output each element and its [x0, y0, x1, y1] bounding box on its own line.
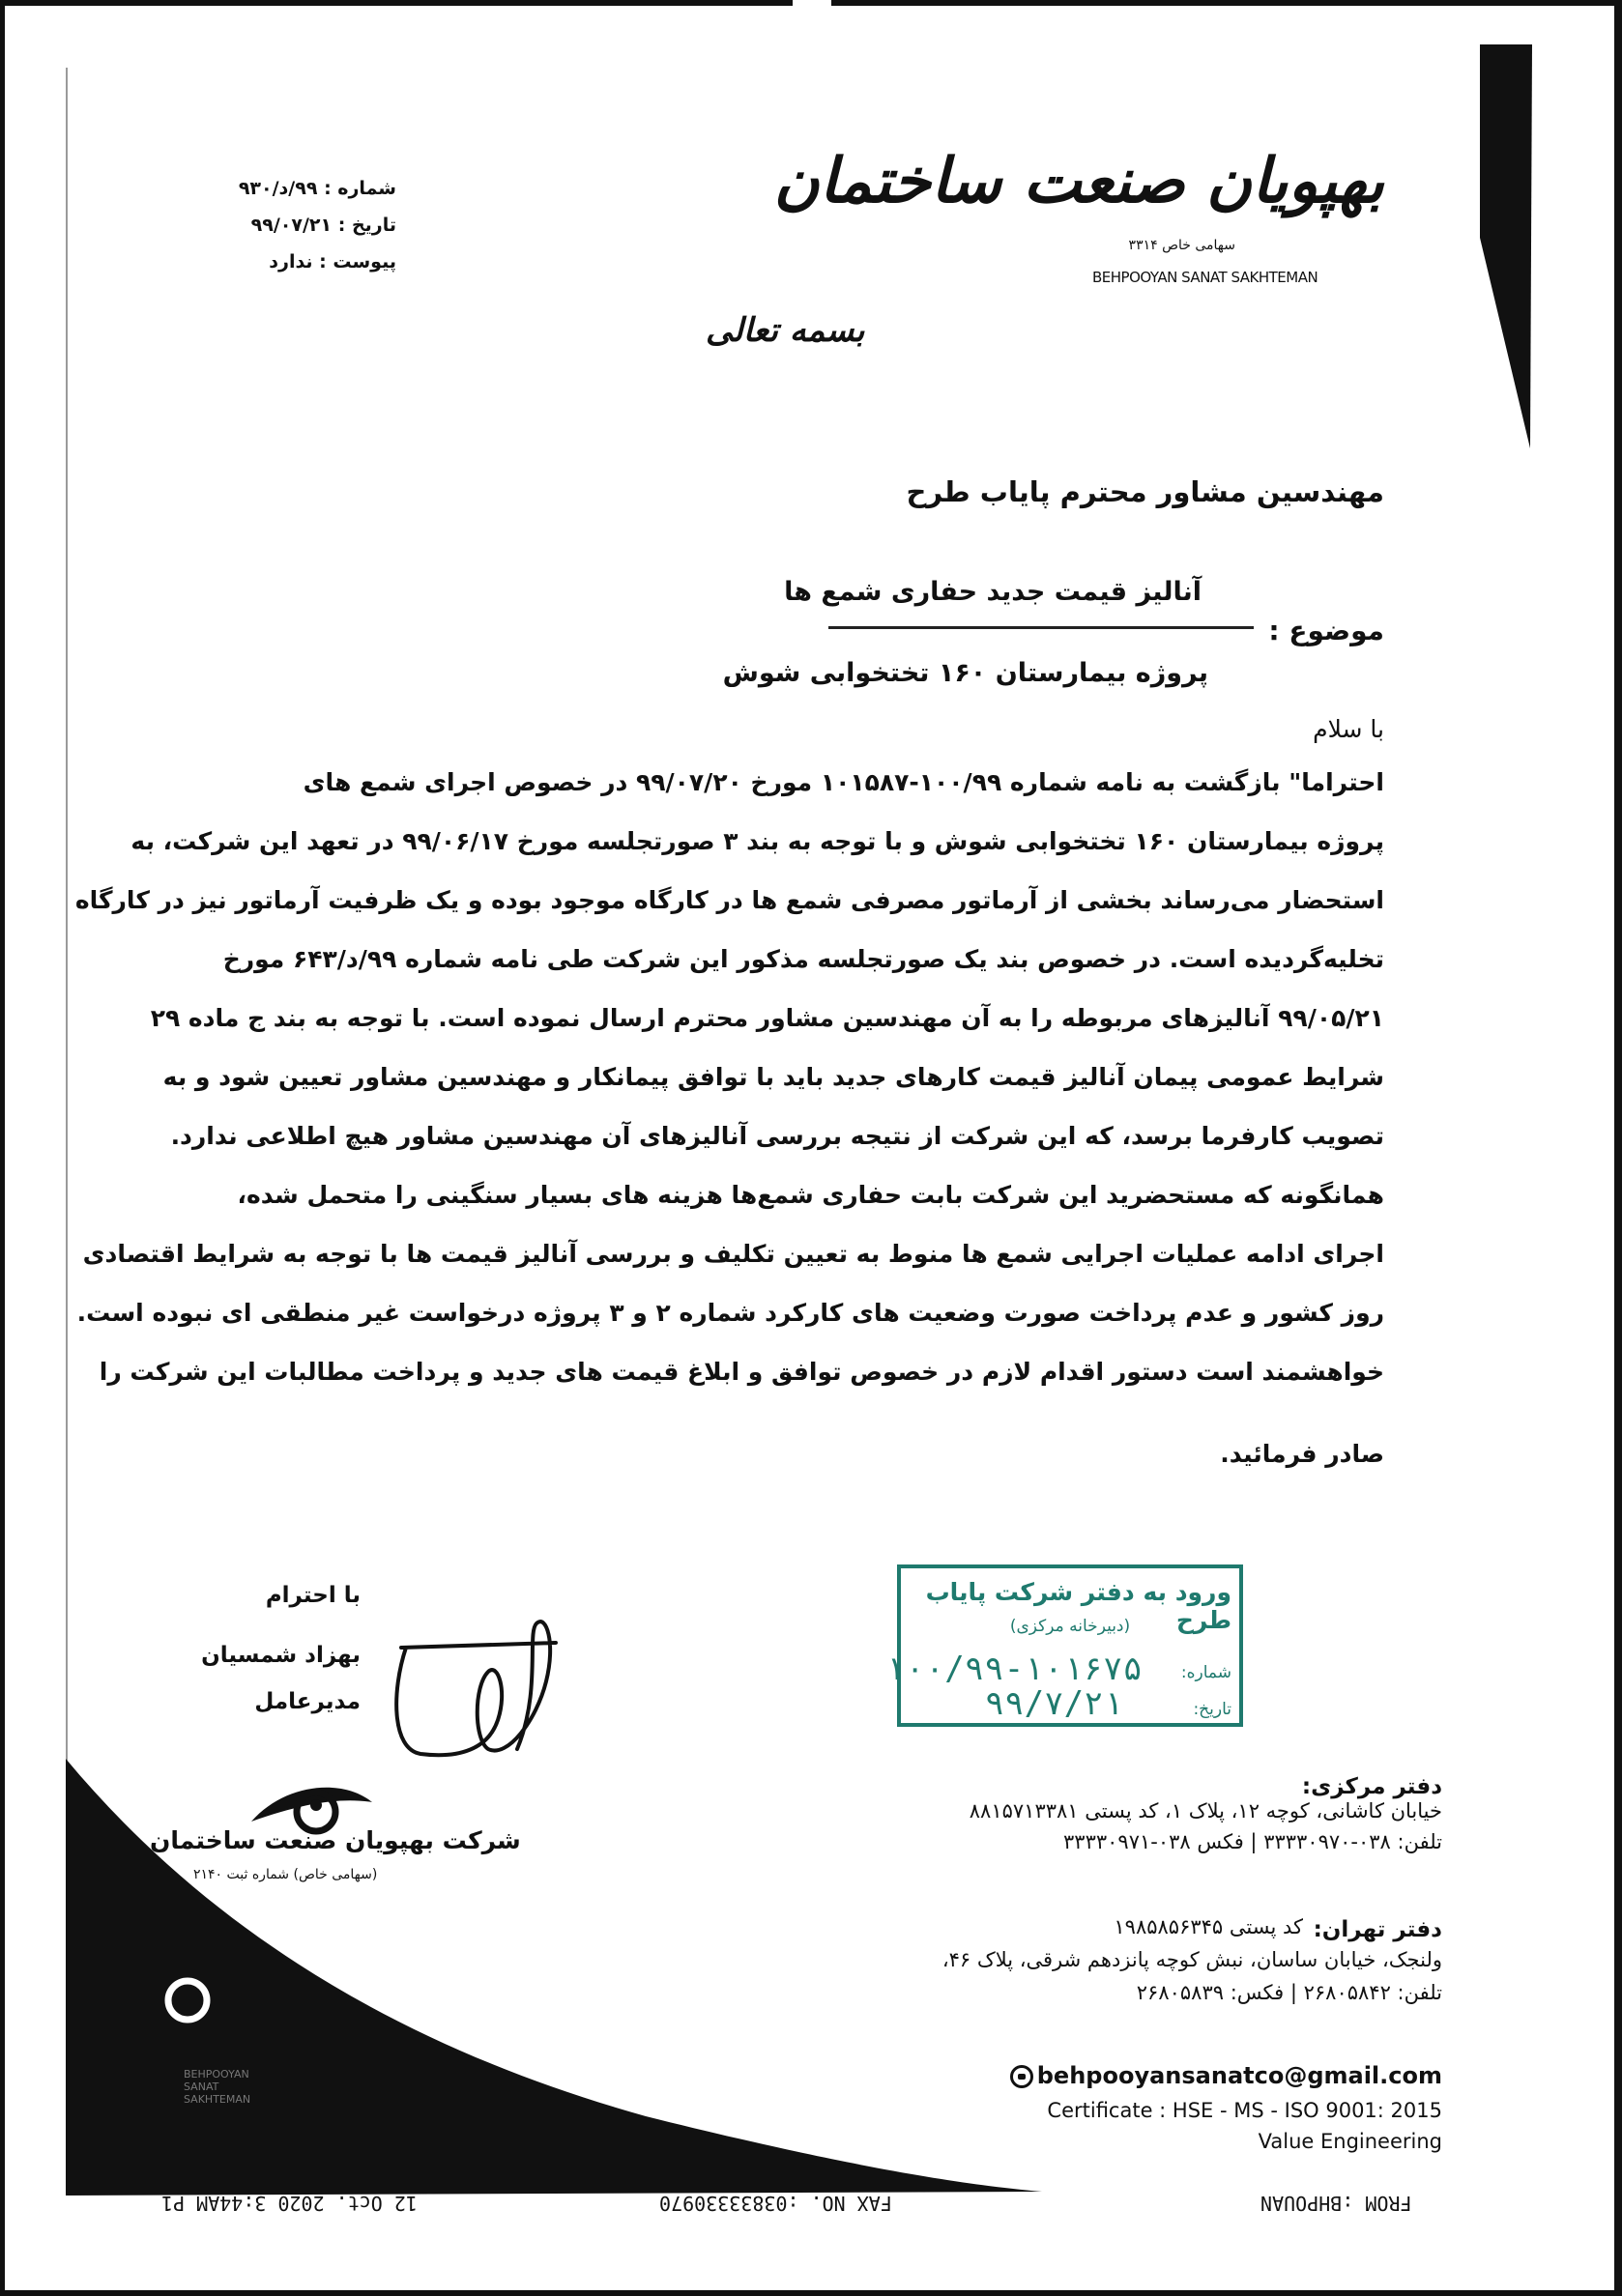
fax-datetime: 12 Oct. 2020 3:44AM P1: [161, 2192, 418, 2215]
value-engineering-tagline: Value Engineering: [1258, 2130, 1442, 2153]
subject-underline: [828, 626, 1254, 629]
company-logo-text: بهپویان صنعت ساختمان: [773, 145, 1384, 217]
stamp-title: ورود به دفتر شرکت پایاب طرح: [925, 1578, 1231, 1634]
body-line: خواهشمند است دستور اقدام لازم در خصوص توافق و ابلاغ قیمت های جدید و پرداخت مطالبات این شرکت را: [99, 1358, 1384, 1386]
signatory-title: مدیرعامل: [254, 1689, 361, 1714]
stamp-number: ۱۰۰/۹۹-۱۰۱۶۷۵: [884, 1650, 1143, 1688]
body-line: پروژه بیمارستان ۱۶۰ تختخوابی شوش و با توجه به بند ۳ صورتجلسه مورخ ۹۹/۰۶/۱۷ در تعهد این شرکت، به: [130, 827, 1384, 855]
company-seal-name: شرکت بهپویان صنعت ساختمان: [150, 1826, 521, 1854]
closing-regards: با احترام: [265, 1583, 361, 1608]
tehran-office-heading: دفتر تهران:: [1313, 1917, 1442, 1942]
wedge-company-text: BEHPOOYAN SANAT SAKHTEMAN: [184, 2068, 251, 2106]
subject-title: آنالیز قیمت جدید حفاری شمع ها: [784, 577, 1202, 607]
body-line: همانگونه که مستحضرید این شرکت بابت حفاری شمع‌ها هزینه های بسیار سنگینی را متحمل شده،: [237, 1181, 1384, 1209]
body-line: احتراما" بازگشت به نامه شماره ۱۰۰/۹۹-۱۰۱۵۸۷ مورخ ۹۹/۰۷/۲۰ در خصوص اجرای شمع های: [303, 768, 1384, 796]
company-seal-detail: (سهامی خاص) شماره ثبت ۲۱۴۰: [193, 1867, 378, 1882]
central-office-phone: تلفن: ۰۳۸-۳۳۳۳۰۹۷۰ | فکس ۰۳۸-۳۳۳۳۰۹۷۱: [1063, 1830, 1442, 1853]
certificate-line: Certificate : HSE - MS - ISO 9001: 2015: [1047, 2099, 1442, 2122]
company-type: سهامی خاص ۳۳۱۴: [1128, 238, 1235, 253]
stamp-subtitle: (دبیرخانه مرکزی): [1009, 1617, 1131, 1636]
tehran-office-postal: کد پستی ۱۹۸۵۸۵۶۳۴۵: [1114, 1915, 1303, 1938]
addressee: مهندسین مشاور محترم پایاب طرح: [906, 475, 1384, 508]
fax-number: FAX NO. :03833330970: [659, 2192, 892, 2215]
email-icon: [1010, 2065, 1033, 2088]
email-text: behpooyansanatco@gmail.com: [1036, 2062, 1442, 2089]
handwritten-signature: [382, 1604, 633, 1768]
letterhead-corner-wedge: [66, 1759, 1052, 2198]
letter-number: شماره : ۹۹/د/۹۳۰: [238, 178, 396, 199]
fax-from: FROM :BHPOUAN: [1260, 2192, 1412, 2215]
body-line: صادر فرمائید.: [1220, 1440, 1384, 1468]
central-office-address: خیابان کاشانی، کوچه ۱۲، پلاک ۱، کد پستی ۸۸۱۵۷۱۳۳۸۱: [969, 1799, 1442, 1822]
signatory-name: بهزاد شمسیان: [201, 1643, 361, 1668]
subject-project: پروژه بیمارستان ۱۶۰ تختخوابی شوش: [722, 658, 1208, 688]
scan-border-gap: [793, 0, 831, 6]
scan-border-right: [1614, 0, 1622, 2296]
body-line: استحضار می‌رساند بخشی از آرماتور مصرفی شمع ها در کارگاه موجود بوده و یک ظرفیت آرماتور نیز در کارگاه: [74, 886, 1384, 914]
letter-attachment: پیوست : ندارد: [269, 251, 396, 273]
salutation: با سلام: [1313, 715, 1384, 743]
received-stamp: [884, 1564, 1243, 1727]
tehran-office-address: ولنجک، خیابان ساسان، نبش کوچه پانزدهم شرقی، پلاک ۴۶،: [941, 1948, 1442, 1971]
company-name-en: BEHPOOYAN SANAT SAKHTEMAN: [1092, 269, 1318, 286]
company-email[interactable]: [1010, 2062, 1442, 2089]
body-line: تصویب کارفرما برسد، که این شرکت از نتیجه بررسی آنالیزهای آن مهندسین مشاور هیچ اطلاعی ندارد.: [170, 1122, 1384, 1150]
scan-border-left: [0, 0, 5, 2296]
body-line: اجرای ادامه عملیات اجرایی شمع ها منوط به تعیین تکلیف و بررسی آنالیز قیمت ها با توجه به شرایط اقتصادی: [82, 1240, 1384, 1268]
letter-date: تاریخ : ۹۹/۰۷/۲۱: [250, 215, 396, 236]
body-line: شرایط عمومی پیمان آنالیز قیمت کارهای جدید باید با توافق پیمانکار و مهندسین مشاور تعیین شود و به: [162, 1063, 1384, 1091]
central-office-heading: دفتر مرکزی:: [1301, 1774, 1442, 1799]
letterhead-side-bar: [1474, 44, 1536, 450]
page-edge-line: [66, 68, 68, 1768]
stamp-date-label: تاریخ:: [1193, 1700, 1231, 1719]
subject-label: موضوع :: [1268, 615, 1384, 646]
body-line: روز کشور و عدم پرداخت صورت وضعیت های کارکرد شماره ۲ و ۳ پروژه درخواست غیر منطقی ای نبوده است.: [76, 1299, 1384, 1327]
bismillah-heading: بسمه تعالی: [706, 311, 865, 350]
body-line: ۹۹/۰۵/۲۱ آنالیزهای مربوطه را به آن مهندسین مشاور محترم ارسال نموده است. با توجه به بند ج ماده ۲۹: [150, 1004, 1384, 1032]
scan-border-bottom: [0, 2290, 1622, 2296]
stamp-number-label: شماره:: [1180, 1663, 1231, 1682]
body-line: تخلیه‌گردیده است. در خصوص بند یک صورتجلسه مذکور این شرکت طی نامه شماره ۹۹/د/۶۴۳ مورخ: [222, 945, 1384, 973]
stamp-date: ۹۹/۷/۲۱: [984, 1684, 1123, 1723]
tehran-office-phone: تلفن: ۲۶۸۰۵۸۴۲ | فکس: ۲۶۸۰۵۸۳۹: [1136, 1981, 1442, 2004]
